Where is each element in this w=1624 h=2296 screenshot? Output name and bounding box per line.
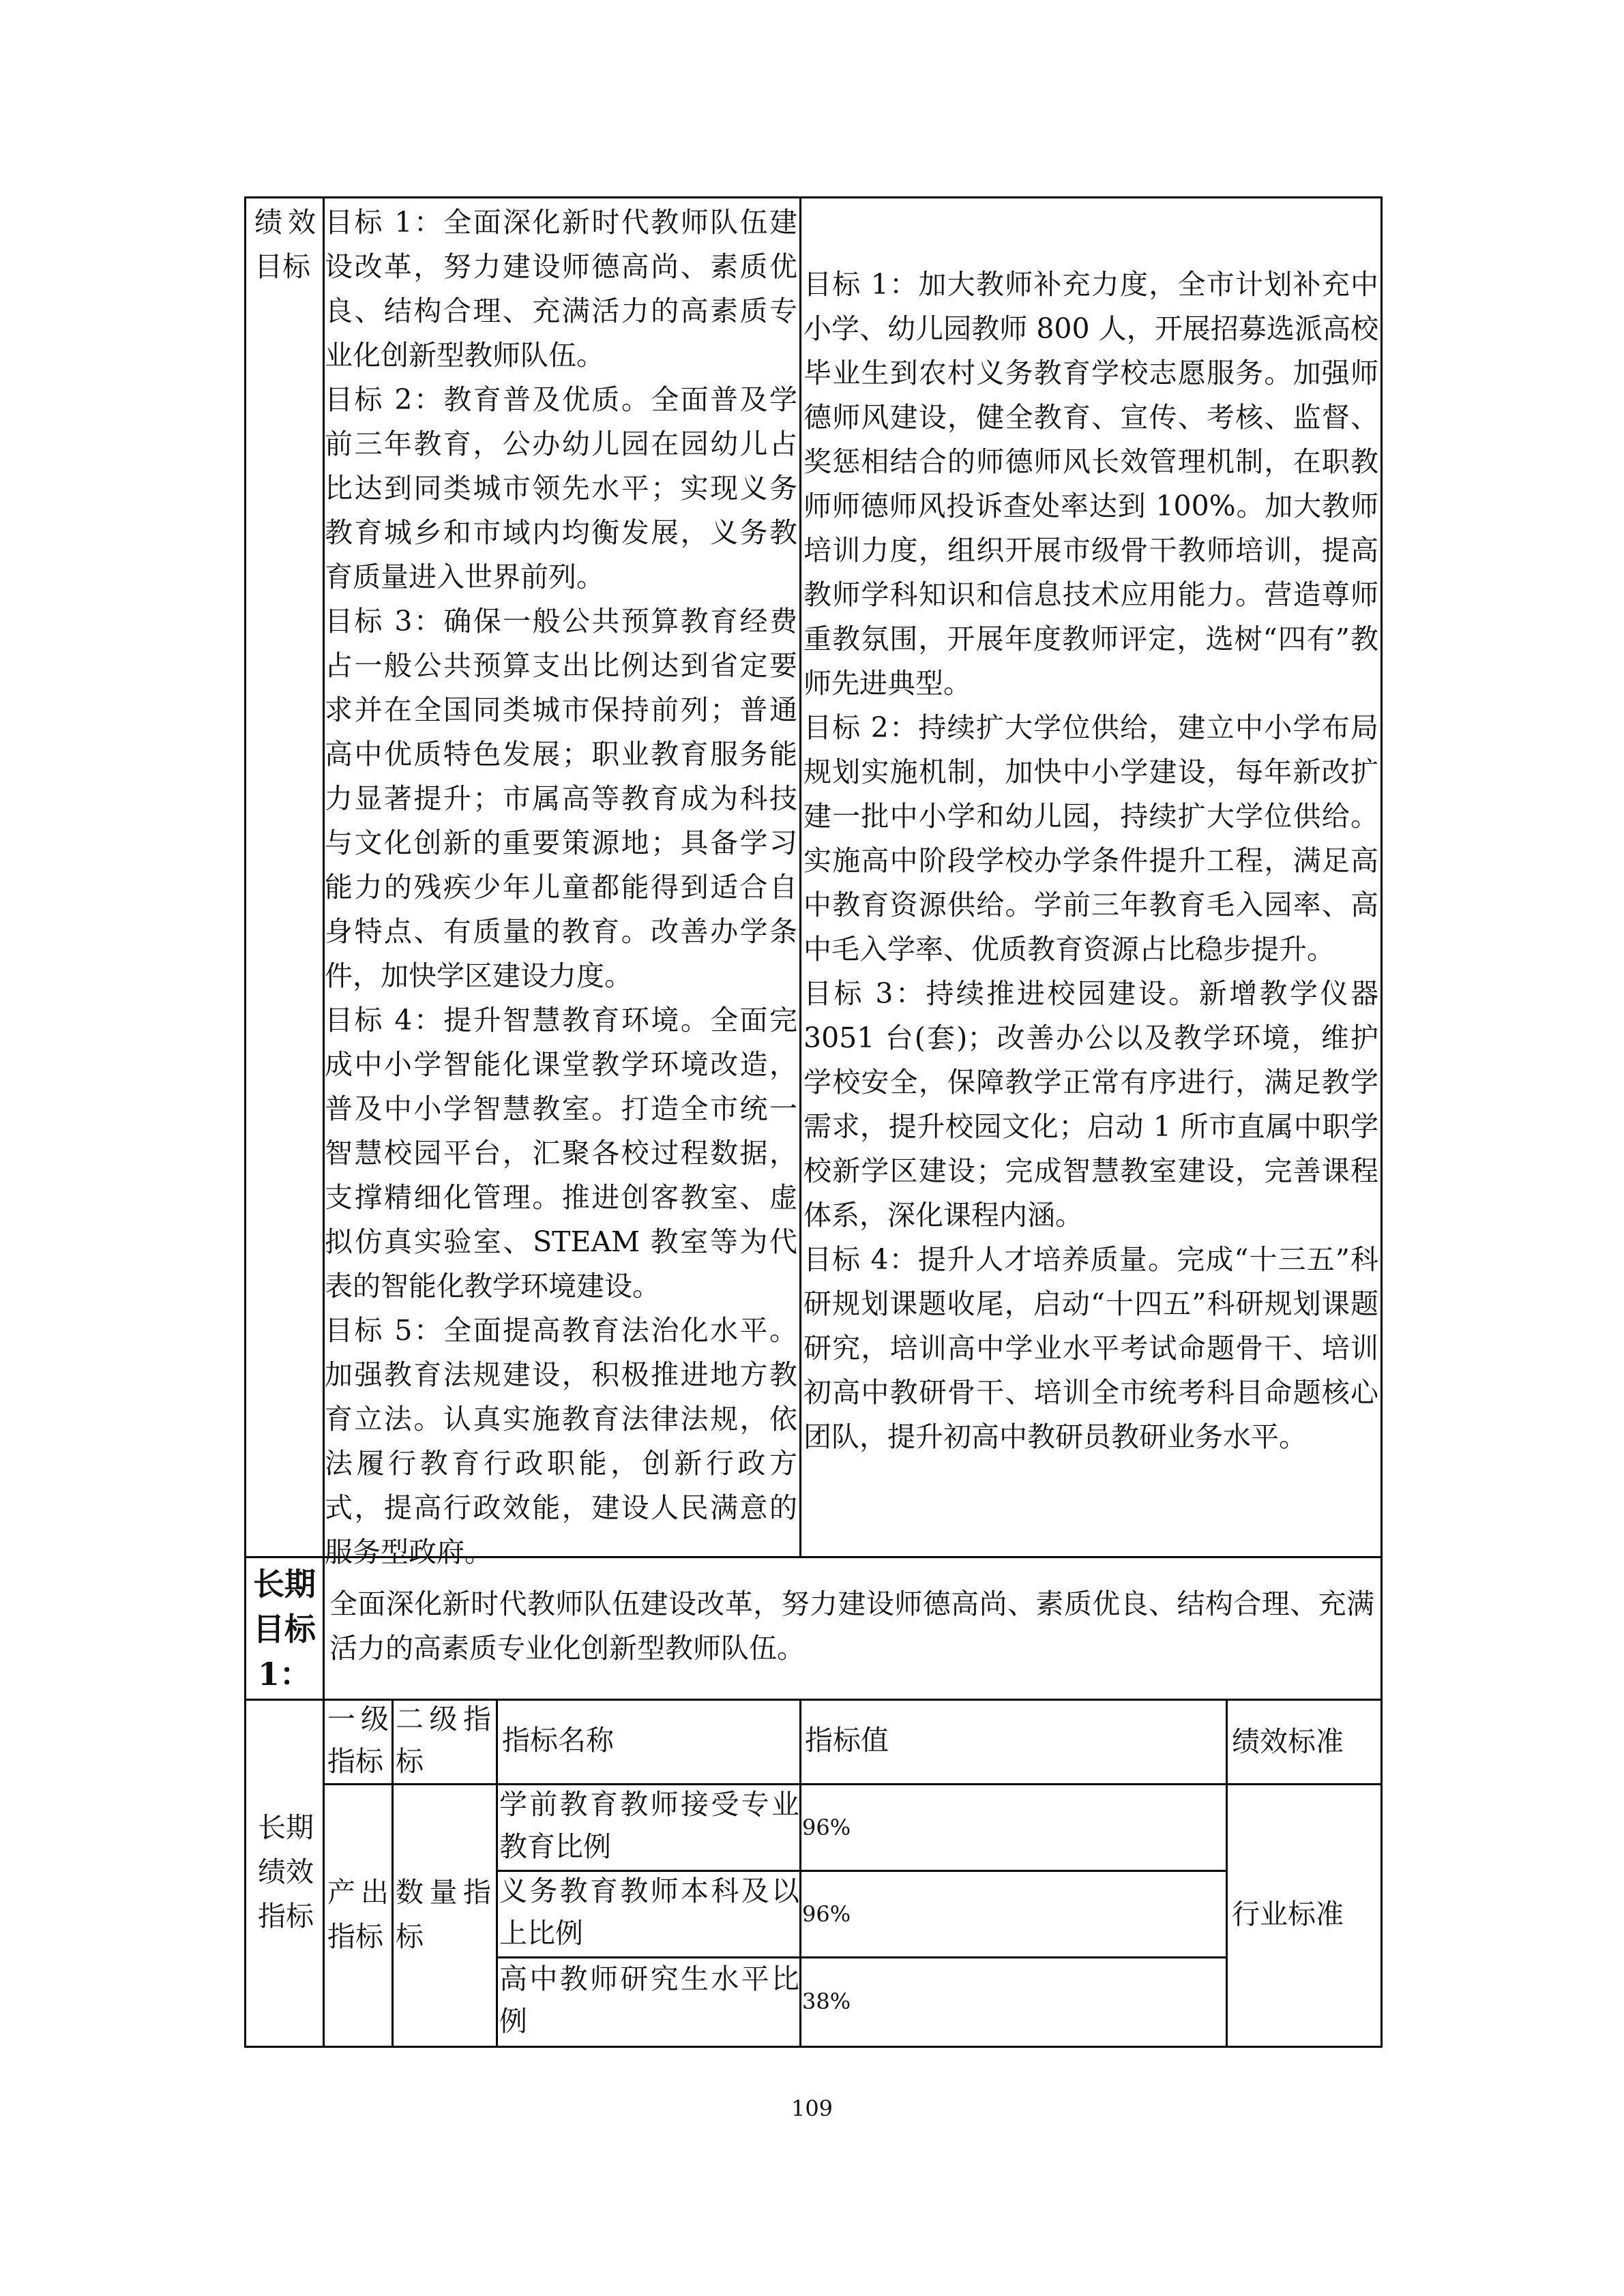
long-goal-1-label <box>249 1562 320 1697</box>
annual-goal-2: 目标 2：持续扩大学位供给，建立中小学布局规划实施机制，加快中小学建设，每年新改扩建一批中小学和幼儿园，持续扩大学位供给。实施高中阶段学校办学条件提升工程，满足高中教育资源供给。学前三年教育毛入园率、高中毛入学率、优质教育资源占比稳步提升。 <box>803 711 1378 966</box>
table-rule <box>799 196 801 1556</box>
header-level1-text: 一级指标 <box>327 1703 389 1778</box>
level1-value <box>327 1870 389 1959</box>
table-rule <box>496 1699 498 2048</box>
level2-value <box>396 1870 491 1959</box>
indicator-name-2-text: 义务教育教师本科及以上比例 <box>499 1875 799 1950</box>
indicators-label <box>251 1806 321 1939</box>
table-rule <box>799 1699 801 2048</box>
table-rule <box>1381 196 1383 2048</box>
annual-goal-4: 目标 4：提升人才培养质量。完成“十三五”科研规划课题收尾，启动“十四五”科研规划课题研究，培训高中学业水平考试命题骨干、培训初高中教研骨干、培训全市统考科目命题核心团队，提升初高中教研员教研业务水平。 <box>803 1243 1378 1453</box>
long-goal-1-text-value: 全面深化新时代教师队伍建设改革，努力建设师德高尚、素质优良、结构合理、充满活力的高素质专业化创新型教师队伍。 <box>329 1587 1374 1665</box>
table-rule <box>244 196 246 2048</box>
indicator-name-2 <box>499 1870 799 1954</box>
header-value <box>805 1718 1214 1763</box>
long-term-goal-5: 目标 5：全面提高教育法治化水平。加强教育法规建设，积极推进地方教育立法。认真实施教育法律法规，依法履行教育行政职能，创新行政方式，提高行政效能，建设人民满意的服务型政府。 <box>325 1314 797 1568</box>
perf-goals-label <box>254 200 316 289</box>
header-level2-text: 二级指标 <box>396 1703 491 1778</box>
indicator-name-1 <box>499 1783 799 1868</box>
header-standard-text: 绩效标准 <box>1232 1725 1344 1758</box>
header-level1 <box>327 1698 389 1783</box>
long-term-goal-2: 目标 2：教育普及优质。全面普及学前三年教育，公办幼儿园在园幼儿占比达到同类城市领先水平；实现义务教育城乡和市域内均衡发展，义务教育质量进入世界前列。 <box>325 383 797 593</box>
indicator-value-2 <box>802 1892 1211 1937</box>
long-goal-1-label-text: 长期目标 1： <box>253 1566 316 1693</box>
level2-value-text: 数量指标 <box>396 1876 491 1953</box>
long-term-goal-3: 目标 3：确保一般公共预算教育经费占一般公共预算支出比例达到省定要求并在全国同类城市保持前列；普通高中优质特色发展；职业教育服务能力显著提升；市属高等教育成为科技与文化创新的重要策源地；具备学习能力的残疾少年儿童都能得到适合自身特点、有质量的教育。改善办学条件，加快学区建设力度。 <box>325 605 797 992</box>
long-term-goal-1: 目标 1：全面深化新时代教师队伍建设改革，努力建设师德高尚、素质优良、结构合理、充满活力的高素质专业化创新型教师队伍。 <box>325 206 797 372</box>
header-standard <box>1232 1720 1378 1764</box>
header-level2 <box>396 1698 491 1783</box>
table-rule <box>244 196 1383 198</box>
indicator-name-1-text: 学前教育教师接受专业教育比例 <box>499 1788 799 1863</box>
annual-goal-3: 目标 3：持续推进校园建设。新增教学仪器 3051 台(套)；改善办公以及教学环境，维护学校安全，保障教学正常有序进行，满足教学需求，提升校园文化；启动 1 所市直属中职学校新学区建设；完成智慧教室建设，完善课程体系，深化课程内涵。 <box>803 977 1378 1232</box>
indicator-value-2-text: 96% <box>802 1901 851 1927</box>
annual-goals <box>803 263 1378 1459</box>
indicator-value-3-text: 38% <box>802 1988 851 2014</box>
header-name <box>502 1718 795 1763</box>
long-goal-1-text <box>329 1582 1374 1671</box>
page-number: 109 <box>791 2096 833 2121</box>
long-term-goal-4: 目标 4：提升智慧教育环境。全面完成中小学智能化课堂教学环境改造，普及中小学智慧教室。打造全市统一智慧校园平台，汇聚各校过程数据，支撑精细化管理。推进创客教室、虚拟仿真实验室、STEAM 教室等为代表的智能化教学环境建设。 <box>325 1004 797 1302</box>
indicator-name-3-text: 高中教师研究生水平比例 <box>499 1963 799 2038</box>
long-term-goals <box>325 200 797 1575</box>
indicator-value-1 <box>802 1806 1211 1850</box>
header-name-text: 指标名称 <box>502 1724 614 1757</box>
standard-value <box>1232 1892 1378 1937</box>
table-rule <box>392 1699 394 2048</box>
table-rule <box>323 1783 1383 1785</box>
indicator-name-3 <box>499 1958 799 2042</box>
annual-goal-1: 目标 1：加大教师补充力度，全市计划补充中小学、幼儿园教师 800 人，开展招募选派高校毕业生到农村义务教育学校志愿服务。加强师德师风建设，健全教育、宣传、考核、监督、奖惩相结合的师德师风长效管理机制，在职教师师德师风投诉查处率达到 100%。加大教师培训力度，组织开展市级骨干教师培训，提高教师学科知识和信息技术应用能力。营造尊师重教氛围，开展年度教师评定，选树“四有”教师先进典型。 <box>803 268 1378 700</box>
header-value-text: 指标值 <box>805 1724 889 1757</box>
standard-value-text: 行业标准 <box>1232 1898 1344 1930</box>
table-rule <box>1226 1699 1228 2048</box>
indicator-value-3 <box>802 1980 1211 2024</box>
level1-value-text: 产出指标 <box>327 1876 389 1953</box>
indicator-value-1-text: 96% <box>802 1815 851 1840</box>
perf-goals-label-text: 绩效目标 <box>254 206 316 283</box>
indicators-label-text: 长期绩效指标 <box>258 1811 314 1933</box>
table-rule <box>244 2046 1383 2048</box>
